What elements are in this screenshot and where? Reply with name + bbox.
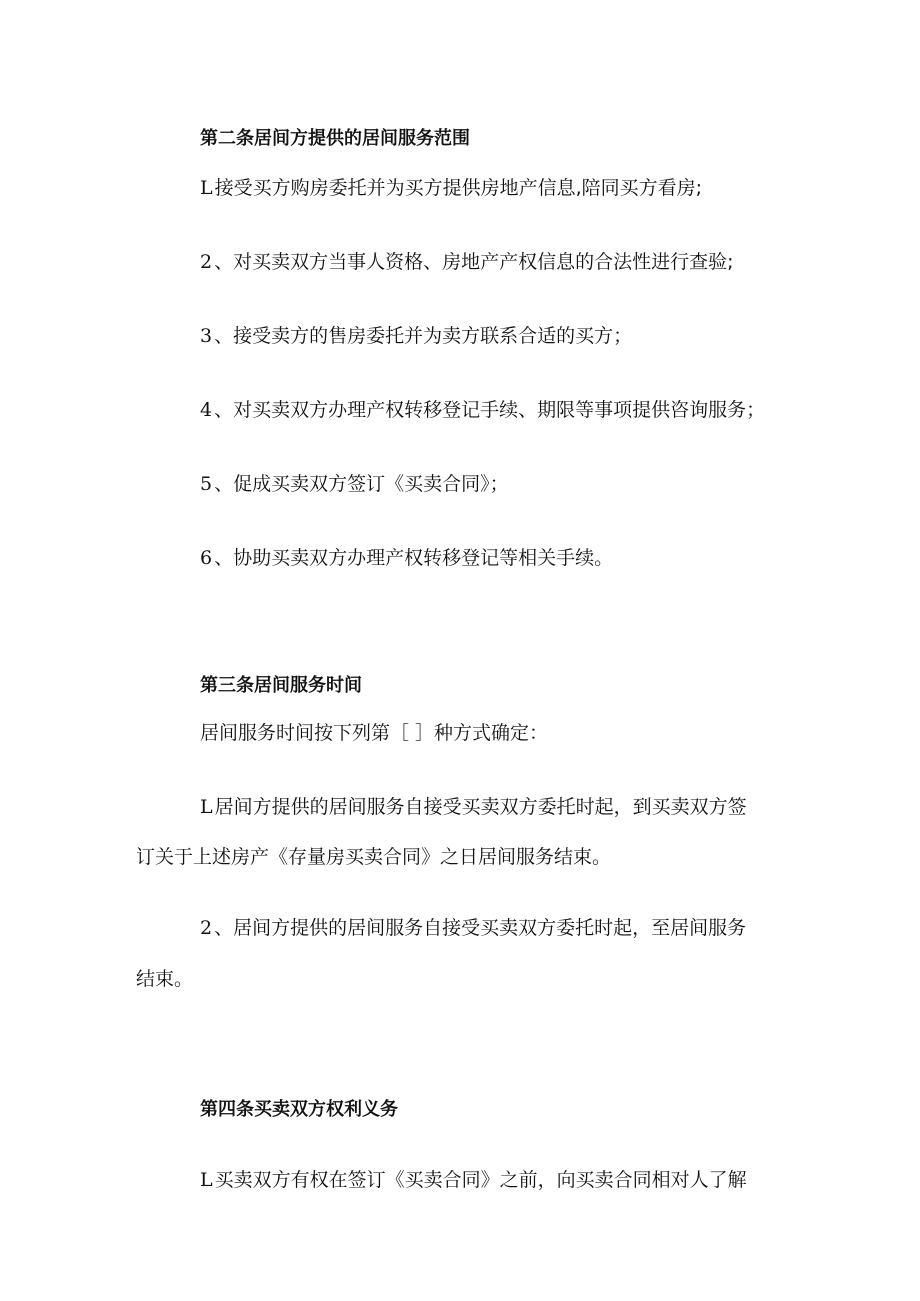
item-number: 2 — [200, 917, 213, 939]
item-number: 3 — [200, 325, 213, 347]
item-text: 、促成买卖双方签订《买卖合同》； — [214, 473, 509, 495]
item-text: 买卖双方有权在签订《买卖合同》之前，向买卖合同相对人了解 — [214, 1169, 747, 1191]
section-3-item-1-continuation: 订关于上述房产《存量房买卖合同》之日居间服务结束。 — [136, 846, 612, 868]
section-2-item-6 — [200, 545, 613, 571]
item-text: 、对买卖双方办理产权转移登记手续、期限等事项提供咨询服务； — [214, 399, 766, 421]
section-2-item-5 — [200, 471, 509, 497]
item-text: 、协助买卖双方办理产权转移登记等相关手续。 — [214, 547, 614, 569]
section-3-item-2 — [200, 915, 746, 941]
item-number: 2 — [200, 251, 213, 273]
item-text: 接受买方购房委托并为买方提供房地产信息,陪同买方看房; — [214, 177, 703, 199]
item-text: 居间方提供的居间服务自接受买卖双方委托时起，到买卖双方签 — [214, 796, 747, 818]
item-number: 4 — [200, 399, 213, 421]
item-text: 、对买卖双方当事人资格、房地产产权信息的合法性进行查验; — [214, 251, 734, 273]
item-number: 5 — [200, 473, 213, 495]
section-3-intro: 居间服务时间按下列第［ ］种方式确定： — [200, 722, 549, 744]
item-text: 、接受卖方的售房委托并为卖方联系合适的买方； — [214, 325, 633, 347]
section-3-item-2-continuation: 结束。 — [136, 968, 194, 990]
section-2-item-3 — [200, 323, 632, 349]
item-number: L — [200, 1169, 213, 1191]
section-4-item-1 — [200, 1167, 747, 1193]
section-3-item-1 — [200, 794, 747, 820]
item-number: 6 — [200, 547, 213, 569]
section-2-item-1 — [200, 175, 702, 201]
section-2-item-4 — [200, 397, 765, 423]
item-number: L — [200, 177, 213, 199]
section-4-heading: 第四条买卖双方权利义务 — [200, 1099, 398, 1120]
item-number: L — [200, 796, 213, 818]
section-3-heading: 第三条居间服务时间 — [200, 675, 362, 696]
item-text: 、居间方提供的居间服务自接受买卖双方委托时起，至居间服务 — [214, 917, 747, 939]
section-2-item-2 — [200, 249, 734, 275]
section-2-heading: 第二条居间方提供的居间服务范围 — [200, 128, 470, 149]
